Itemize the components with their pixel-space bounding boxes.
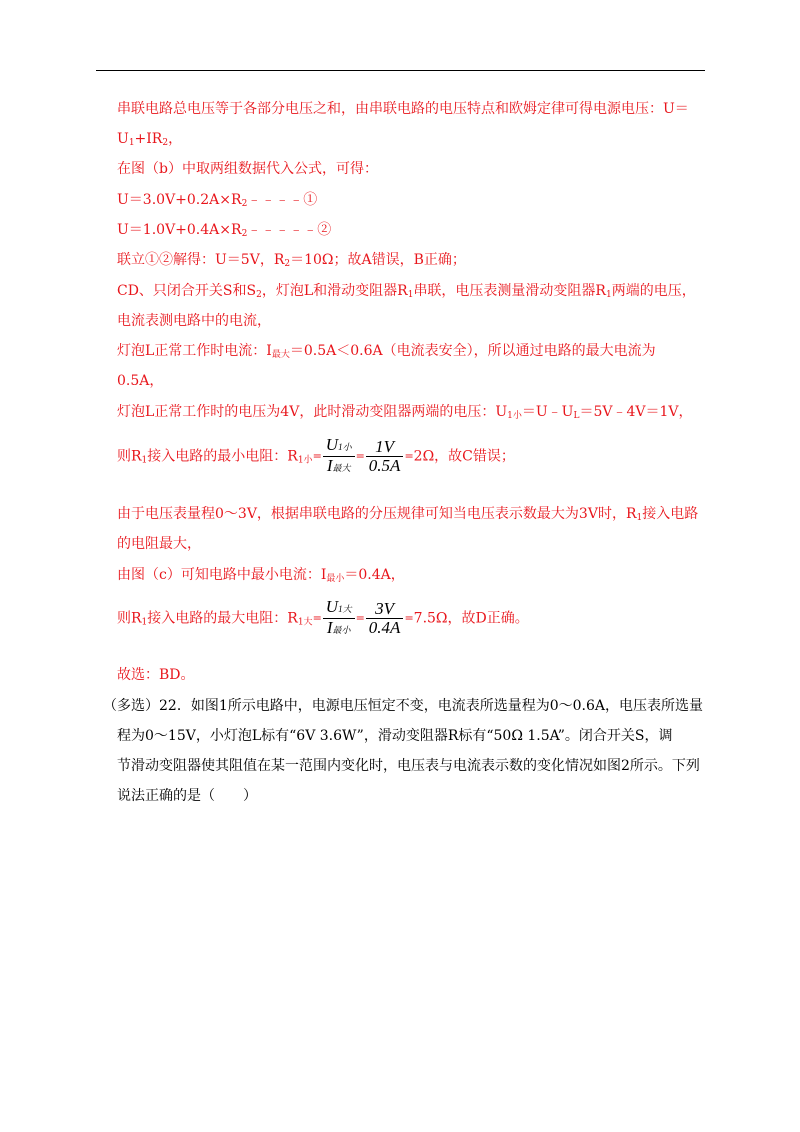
answer-line: 故选：BD。	[117, 667, 195, 683]
solution-line-2: $U_1+IR_2$，	[117, 131, 183, 148]
solution-line-12: 则$R_1$接入电路的最小电阻：$R_{1小}=$ $\frac{\text{U1小}}{\text{I最大}}$ = $\frac{1V}{0.5A}$ =2Ω，故C错误；	[117, 435, 515, 475]
fraction-max-resistance: $\frac{\text{U1大}}{\text{I最小}}$	[323, 598, 355, 639]
solution-line-15: 由图（c）可知电路中最小电流：$I_{最小}=0.4A$，	[117, 567, 405, 584]
solution-line-14: 的电阻最大，	[117, 536, 201, 552]
question-line-4: 说法正确的是（ ）	[117, 788, 257, 804]
fraction-min-values: $\frac{1V}{0.5A}$	[366, 438, 404, 475]
header-rule	[96, 70, 705, 71]
solution-line-8: 电流表测电路中的电流，	[117, 313, 271, 329]
solution-line-3: 在图（b）中取两组数据代入公式，可得：	[117, 161, 378, 177]
question-line-1: （多选）22．如图1所示电路中，电源电压恒定不变，电流表所选量程为0～0.6A，电压表所选量	[103, 698, 704, 714]
equation-1: $U=3.0V+0.2A\times R_2﹣﹣﹣﹣①$	[117, 192, 318, 209]
solution-line-9: 灯泡L正常工作时电流：$I_{最大}=0.5A<0.6A$（电流表安全），所以通过电路的最大电流为	[117, 343, 656, 360]
solution-line-16: 则$R_1$接入电路的最大电阻：$R_{1大}=$ $\frac{\text{U1大}}{\text{I最小}}$ = $\frac{3V}{0.4A}$ =7.5Ω，故D正确。	[117, 597, 529, 637]
solution-line-11: 灯泡L正常工作时的电压为4V，此时滑动变阻器两端的电压：$U_{1小}=U﹣U_L=5V﹣4V=1V$，	[117, 404, 693, 421]
fraction-max-values: $\frac{3V}{0.4A}$	[366, 600, 404, 637]
solution-line-13: 由于电压表量程0～3V，根据串联电路的分压规律可知当电压表示数最大为3V时，$R_1$接入电路	[117, 506, 699, 523]
fraction-min-resistance: $\frac{\text{U1小}}{\text{I最大}}$	[323, 436, 355, 477]
solution-line-1: 串联电路总电压等于各部分电压之和，由串联电路的电压特点和欧姆定律可得电源电压：U＝	[117, 101, 689, 117]
question-line-3: 节滑动变阻器使其阻值在某一范围内变化时，电压表与电流表示数的变化情况如图2所示。下列	[117, 758, 700, 774]
question-line-2: 程为0～15V，小灯泡L标有“6V 3.6W”，滑动变阻器R标有“50Ω 1.5A”。闭合开关S，调	[117, 728, 673, 744]
solution-line-7: CD、只闭合开关S和$S_2$，灯泡L和滑动变阻器$R_1$串联，电压表测量滑动变阻器$R_1$两端的电压，	[117, 283, 696, 300]
solution-line-10: 0.5A，	[117, 373, 164, 389]
solution-line-6: 联立①②解得：U＝5V，$R_2=10\Omega$；故A错误，B正确；	[117, 252, 466, 269]
equation-2: $U=1.0V+0.4A\times R_2﹣﹣﹣﹣﹣②$	[117, 222, 332, 239]
